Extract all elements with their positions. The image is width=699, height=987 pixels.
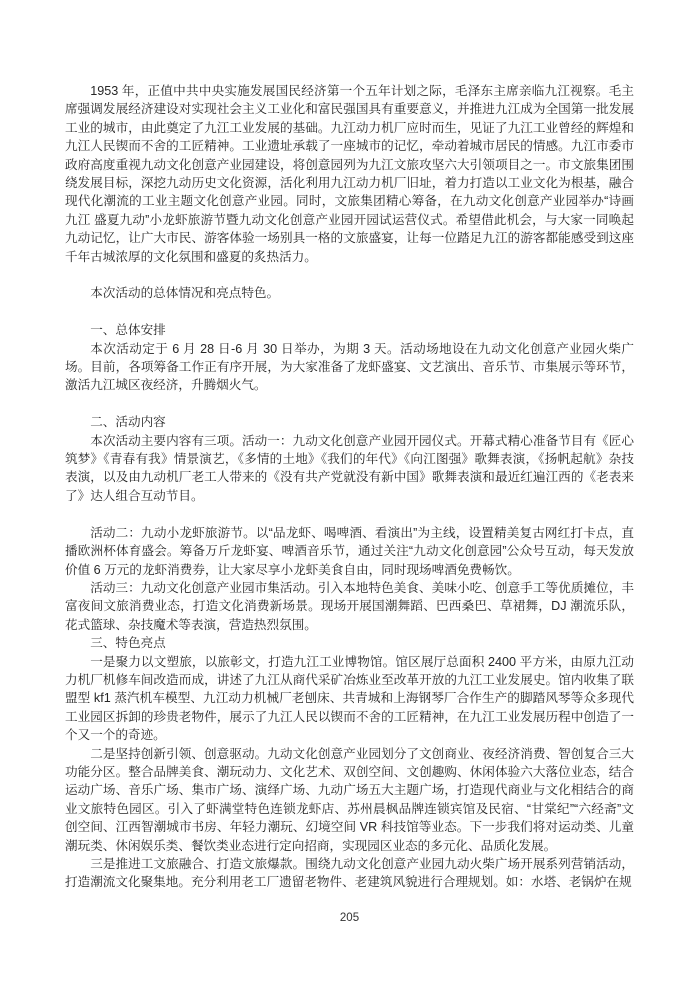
para-activity-2: 活动二：九动小龙虾旅游节。以“品龙虾、喝啤酒、看演出”为主线，设置精美复古网红打卡点，直播欧洲杯体育盛会。筹备万斤龙虾宴、啤酒音乐节，通过关注“九动文化创意园”公众号互动，每天发放价值 6 万元的龙虾消费券，让大家尽享小龙虾美食自由，同时现场啤酒免费畅饮。 (65, 525, 634, 577)
heading-activity-content: 二、活动内容 (90, 415, 166, 430)
para-history-intro: 1953 年，正值中共中央实施发展国民经济第一个五年计划之际，毛泽东主席亲临九江视察。毛主席强调发展经济建设对实现社会主义工业化和富民强国具有重要意义，并推进九江成为全国第一批发展工业的城市，由此奠定了九江工业发展的基础。九江动力机厂应时而生，见证了九江工业曾经的辉煌和九江人民锲而不舍的工匠精神。工业遗址承载了一座城市的记忆，牵动着城市居民的情感。九江市委市政府高度重视九动文化创意产业园建设，将创意园列为九江文旅攻坚六大引领项目之一。市文旅集团围绕发展目标，深挖九动历史文化资源，活化利用九江动力机厂旧址，着力打造以工业文化为根基，融合现代化潮流的工业主题文化创意产业园。同时，文旅集团精心筹备，在九动文化创意产业园举办“诗画九江 盛夏九动”小龙虾旅游节暨九动文化创意产业园开园试运营仪式。希望借此机会，与大家一同唤起九动记忆，让广大市民、游客体验一场别具一格的文旅盛宴，让每一位踏足九江的游客都能感受到这座千年古城浓厚的文化氛围和盛夏的炙热活力。 (65, 84, 634, 264)
para-feature-2: 二是坚持创新引领、创意驱动。九动文化创意产业园划分了文创商业、夜经济消费、智创复合三大功能分区。整合品牌美食、潮玩动力、文化艺术、双创空间、文创趣购、休闲体验六大落位业态，结合运动广场、音乐广场、集市广场、演绎广场、九动广场五大主题广场，打造现代商业与文化相结合的商业文旅特色园区。引入了虾满堂特色连锁龙虾店、苏州晨枫品牌连锁宾馆及民宿、“甘棠纪”“六经斋”文创空间、江西智潮城市书房、年轻力潮玩、幻境空间 VR 科技馆等业态。下一步我们将对运动类、儿童潮玩类、休闲娱乐类、餐饮类业态进行定向招商，实现园区业态的多元化、品质化发展。 (65, 746, 634, 853)
summary-line: 本次活动的总体情况和亮点特色。 (90, 286, 280, 301)
heading-feature-highlights: 三、特色亮点 (90, 636, 166, 651)
para-activity-1: 本次活动主要内容有三项。活动一：九动文化创意产业园开园仪式。开幕式精心准备节目有《匠心筑梦》《青春有我》情景演艺，《多情的土地》《我们的年代》《向江图强》歌舞表演，《扬帆起航》杂技表演，以及由九动机厂老工人带来的《没有共产党就没有新中国》歌舞表演和最近红遍江西的《老表来了》达人组合互动节目。 (65, 433, 634, 503)
para-feature-3: 三是推进工文旅融合、打造文旅爆款。围绕九动文化创意产业园九动火柴广场开展系列营销活动，打造潮流文化聚集地。充分利用老工厂遗留老物件、老建筑风貌进行合理规划。如：水塔、老锅炉在规 (65, 857, 634, 890)
para-activity-3: 活动三：九动文化创意产业园市集活动。引入本地特色美食、美味小吃、创意手工等优质摊位，丰富夜间文旅消费业态，打造文化消费新场景。现场开展国潮舞蹈、巴西桑巴、草裙舞，DJ 潮流乐队，花式篮球、杂技魔术等表演，营造热烈氛围。 (65, 580, 634, 632)
para-overall-arrangement: 本次活动定于 6 月 28 日-6 月 30 日举办，为期 3 天。活动场地设在九动文化创意产业园火柴广场。目前，各项筹备工作正有序开展，为大家准备了龙虾盛宴、文艺演出、音乐节、市集展示等环节，激活九江城区夜经济，升腾烟火气。 (65, 341, 634, 393)
heading-overall-arrangement: 一、总体安排 (90, 323, 166, 338)
para-feature-1: 一是聚力以文塑旅，以旅彰文，打造九江工业博物馆。馆区展厅总面积 2400 平方米，由原九江动力机厂机修车间改造而成，讲述了九江从商代采矿冶炼业至改革开放的九江工业发展史。馆内收集了联盟型 kf1 蒸汽机车模型、九江动力机械厂老刨床、共青城和上海钢琴厂合作生产的脚踏风琴等众多现代工业园区拆卸的珍贵老物件，展示了九江人民以锲而不舍的工匠精神，在九江工业发展历程中创造了一个又一个的奇迹。 (65, 654, 634, 743)
page-number: 205 (339, 912, 360, 924)
